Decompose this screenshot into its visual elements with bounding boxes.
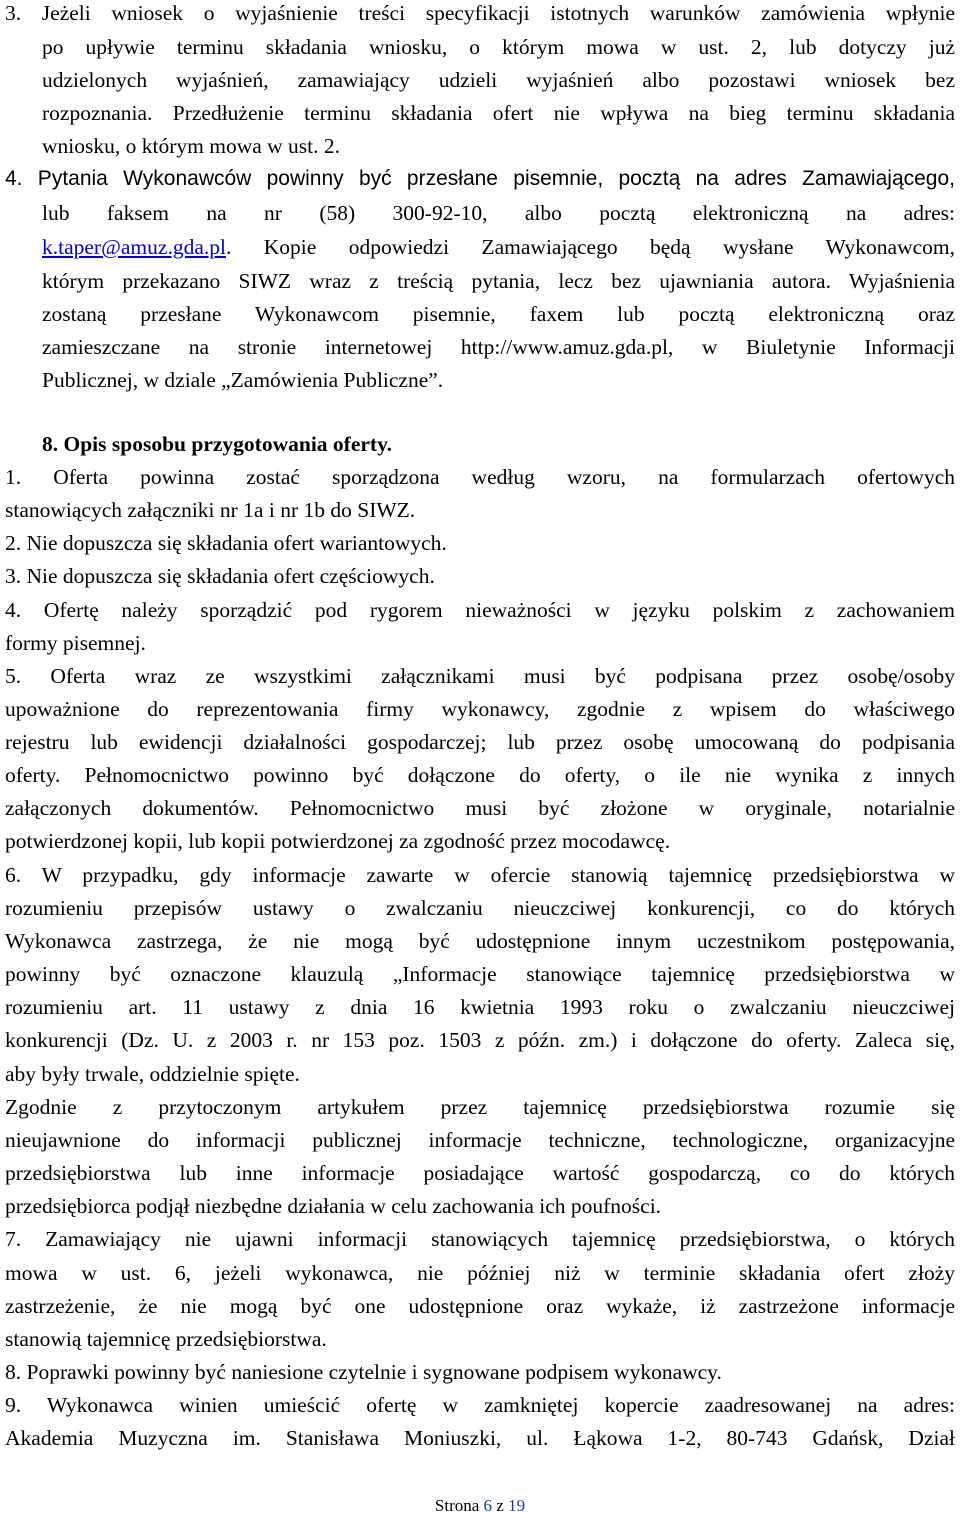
s8-p3: 3. Nie dopuszcza się składania ofert częściowych. (5, 564, 435, 588)
s8-p6b-line3: przedsiębiorstwa lub inne informacje posiadające wartość gospodarczą, co do których (5, 1161, 955, 1185)
item4-line3-text: . Kopie odpowiedzi Zamawiającego będą wysłane Wykonawcom, (225, 235, 955, 259)
item4-line5: zostaną przesłane Wykonawcom pisemnie, faxem lub pocztą elektroniczną oraz (42, 302, 955, 326)
s8-p5-line2: upoważnione do reprezentowania firmy wykonawcy, zgodnie z wpisem do właściwego (5, 697, 955, 721)
item4-line4: którym przekazano SIWZ wraz z treścią pytania, lecz bez ujawniania autora. Wyjaśnienia (42, 269, 955, 293)
s8-p7-line4: stanowią tajemnicę przedsiębiorstwa. (5, 1327, 327, 1351)
s8-p6-line1: 6. W przypadku, gdy informacje zawarte w ofercie stanowią tajemnicę przedsiębiorstwa w (5, 863, 955, 887)
s8-p6b-line2: nieujawnione do informacji publicznej informacje techniczne, technologiczne, organizacyjne (5, 1128, 955, 1152)
s8-p6b-line4: przedsiębiorca podjął niezbędne działania w celu zachowania ich poufności. (5, 1194, 662, 1218)
s8-p1-line1: 1. Oferta powinna zostać sporządzona według wzoru, na formularzach ofertowych (5, 465, 955, 489)
s8-p5-line3: rejestru lub ewidencji działalności gospodarczej; lub przez osobę umocowaną do podpisania (5, 730, 955, 754)
s8-p5-line5: załączonych dokumentów. Pełnomocnictwo musi być złożone w oryginale, notarialnie (5, 796, 955, 820)
s8-p5-line6: potwierdzonej kopii, lub kopii potwierdzonej za zgodność przez mocodawcę. (5, 829, 671, 853)
section8-heading: 8. Opis sposobu przygotowania oferty. (42, 432, 393, 456)
s8-p7-line3: zastrzeżenie, że nie mogą być one udostępnione oraz wykaże, iż zastrzeżone informacje (5, 1294, 955, 1318)
s8-p6-line6: konkurencji (Dz. U. z 2003 r. nr 153 poz. 1503 z późn. zm.) i dołączone do oferty. Zaleca się, (5, 1028, 955, 1052)
s8-p1-line2: stanowiących załączniki nr 1a i nr 1b do SIWZ. (5, 498, 416, 522)
s8-p6b-line1: Zgodnie z przytoczonym artykułem przez tajemnicę przedsiębiorstwa rozumie się (5, 1095, 955, 1119)
item3-line2: po upływie terminu składania wniosku, o którym mowa w ust. 2, lub dotyczy już (42, 35, 955, 59)
page-footer (0, 1494, 960, 1518)
s8-p4-line1: 4. Ofertę należy sporządzić pod rygorem nieważności w języku polskim z zachowaniem (5, 598, 955, 622)
item3-line3: udzielonych wyjaśnień, zamawiający udzieli wyjaśnień albo pozostawi wniosek bez (42, 68, 955, 92)
item3-line5: wniosku, o którym mowa w ust. 2. (42, 134, 341, 158)
s8-p9-line1: 9. Wykonawca winien umieścić ofertę w zamkniętej kopercie zaadresowanej na adres: (5, 1393, 955, 1417)
item3-line4: rozpoznania. Przedłużenie terminu składania ofert nie wpływa na bieg terminu składania (42, 101, 955, 125)
item4-line6: zamieszczane na stronie internetowej http://www.amuz.gda.pl, w Biuletynie Informacji (42, 335, 955, 359)
footer-page-total: 19 (508, 1496, 526, 1515)
item3-line1: 3. Jeżeli wniosek o wyjaśnienie treści specyfikacji istotnych warunków zamówienia wpłynie (5, 1, 955, 25)
s8-p5-line4: oferty. Pełnomocnictwo powinno być dołączone do oferty, o ile nie wynika z innych (5, 763, 955, 787)
s8-p7-line1: 7. Zamawiający nie ujawni informacji stanowiących tajemnicę przedsiębiorstwa, o których (5, 1227, 955, 1251)
s8-p2: 2. Nie dopuszcza się składania ofert wariantowych. (5, 531, 447, 555)
s8-p4-line2: formy pisemnej. (5, 631, 146, 655)
s8-p6-line2: rozumieniu przepisów ustawy o zwalczaniu nieuczciwej konkurencji, co do których (5, 896, 955, 920)
footer-page-number: 6 (483, 1496, 493, 1515)
s8-p7-line2: mowa w ust. 6, jeżeli wykonawca, nie później niż w terminie składania ofert złoży (5, 1261, 955, 1285)
s8-p6-line4: powinny być oznaczone klauzulą „Informacje stanowiące tajemnicę przedsiębiorstwa w (5, 962, 955, 986)
s8-p6-line3: Wykonawca zastrzega, że nie mogą być udostępnione innym uczestnikom postępowania, (5, 929, 955, 953)
item4-line1: 4. Pytania Wykonawców powinny być przesłane pisemnie, pocztą na adres Zamawiającego, (5, 167, 955, 190)
footer-prefix: Strona (434, 1496, 480, 1515)
item4-line7: Publicznej, w dziale „Zamówienia Publiczne”. (42, 368, 444, 392)
item4-line2: lub faksem na nr (58) 300-92-10, albo pocztą elektroniczną na adres: (42, 201, 955, 225)
s8-p8: 8. Poprawki powinny być naniesione czytelnie i sygnowane podpisem wykonawcy. (5, 1360, 722, 1384)
item4-line3 (42, 230, 955, 264)
footer-mid: z (496, 1496, 504, 1515)
s8-p6-line5: rozumieniu art. 11 ustawy z dnia 16 kwietnia 1993 roku o zwalczaniu nieuczciwej (5, 995, 955, 1019)
s8-p5-line1: 5. Oferta wraz ze wszystkimi załącznikami musi być podpisana przez osobę/osoby (5, 664, 955, 688)
s8-p9-line2: Akademia Muzyczna im. Stanisława Moniuszki, ul. Łąkowa 1-2, 80-743 Gdańsk, Dział (5, 1426, 955, 1450)
email-link[interactable]: k.taper@amuz.gda.pl (42, 235, 226, 259)
s8-p6-line7: aby były trwale, oddzielnie spięte. (5, 1062, 300, 1086)
